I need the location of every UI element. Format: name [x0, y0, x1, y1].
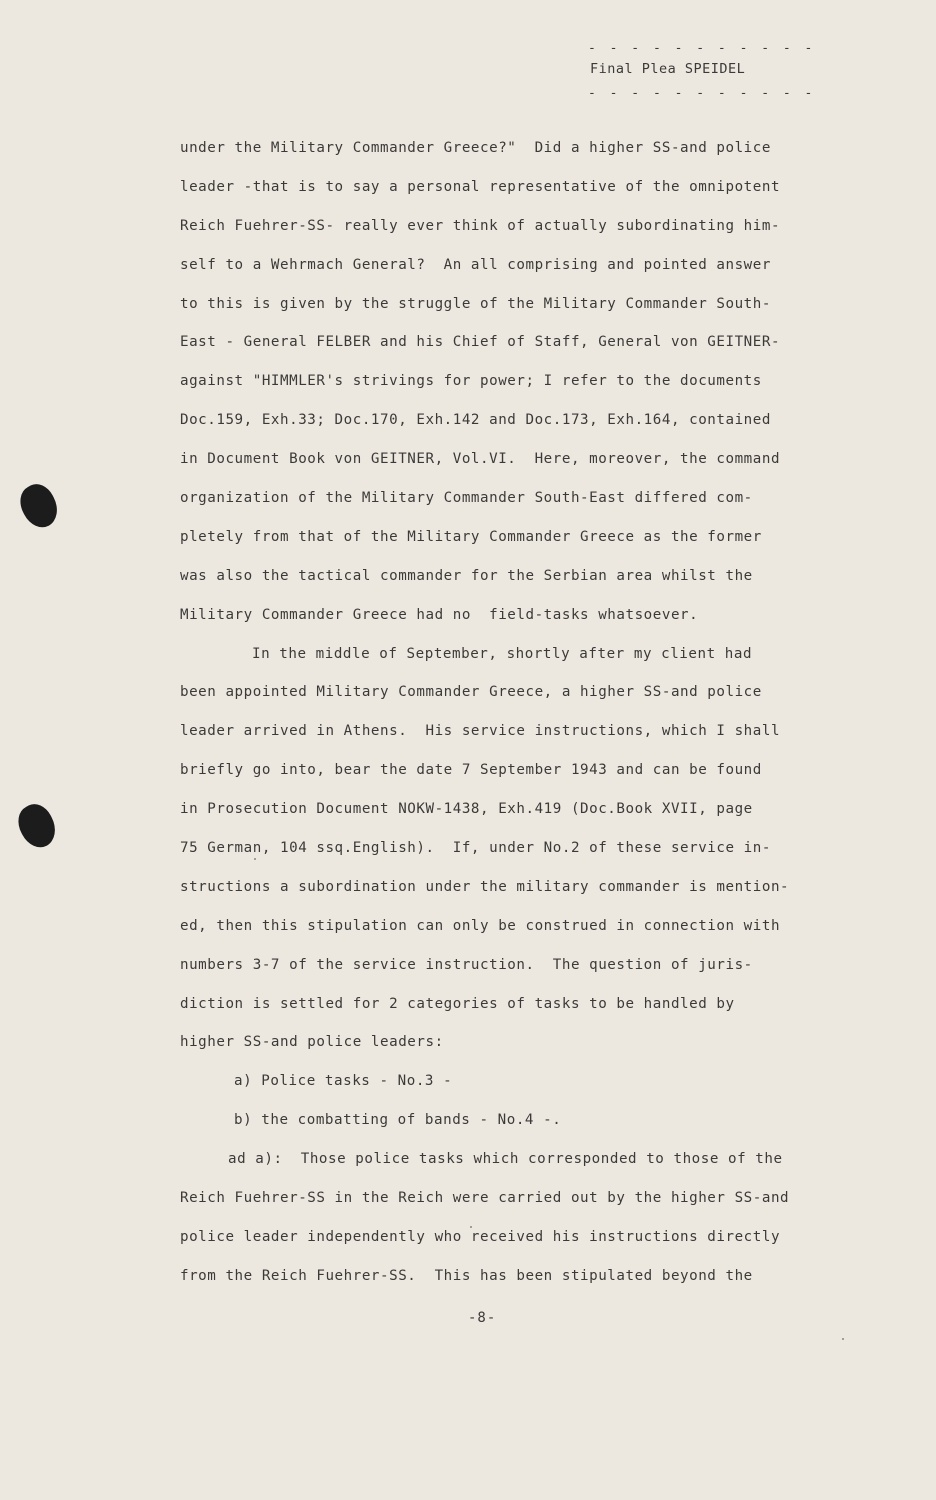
header-rule-bottom: - - - - - - - - - - - — [588, 85, 816, 101]
text-line: diction is settled for 2 categories of tasks to be handled by — [180, 995, 735, 1012]
punch-hole-lower — [12, 799, 63, 854]
text-line: self to a Wehrmach General? An all comprising and pointed answer — [180, 256, 771, 273]
text-line: leader -that is to say a personal representative of the omnipotent — [180, 178, 781, 195]
paper-speckle — [470, 1226, 472, 1228]
text-line: Reich Fuehrer-SS- really ever think of actually subordinating him- — [180, 217, 781, 234]
text-line: organization of the Military Commander South-East differed com- — [180, 490, 753, 507]
page-number: -8- — [468, 1310, 497, 1326]
text-line: from the Reich Fuehrer-SS. This has been stipulated beyond the — [180, 1267, 753, 1284]
text-line: Doc.159, Exh.33; Doc.170, Exh.142 and Doc.173, Exh.164, contained — [180, 412, 771, 429]
paper-speckle — [842, 1338, 844, 1340]
text-line: in Document Book von GEITNER, Vol.VI. Here, moreover, the command — [180, 451, 781, 468]
paragraph-start-line: In the middle of September, shortly after my client had — [252, 645, 753, 662]
text-line: leader arrived in Athens. His service instructions, which I shall — [180, 723, 781, 740]
list-item-a: a) Police tasks - No.3 - — [234, 1073, 453, 1090]
text-line: police leader independently who received his instructions directly — [180, 1228, 781, 1245]
text-line: briefly go into, bear the date 7 September 1943 and can be found — [180, 762, 762, 779]
header-rule-top: - - - - - - - - - - - — [588, 41, 816, 56]
text-line: East - General FELBER and his Chief of Staff, General von GEITNER- — [180, 334, 781, 351]
document-header — [588, 41, 816, 101]
paper-speckle — [254, 858, 256, 860]
text-line: Military Commander Greece had no field-tasks whatsoever. — [180, 606, 699, 623]
text-line: against "HIMMLER's strivings for power; I refer to the documents — [180, 373, 762, 390]
body-text — [180, 137, 850, 1304]
text-line: pletely from that of the Military Commander Greece as the former — [180, 528, 762, 545]
list-item-b: b) the combatting of bands - No.4 -. — [234, 1112, 562, 1129]
text-line: numbers 3-7 of the service instruction. The question of juris- — [180, 956, 753, 973]
punch-hole-upper — [14, 479, 65, 534]
text-line: ed, then this stipulation can only be construed in connection with — [180, 917, 781, 934]
text-line: Reich Fuehrer-SS in the Reich were carried out by the higher SS-and — [180, 1190, 790, 1207]
text-line: been appointed Military Commander Greece, a higher SS-and police — [180, 684, 762, 701]
text-line: structions a subordination under the military commander is mention- — [180, 878, 790, 895]
header-title: Final Plea SPEIDEL — [590, 61, 746, 77]
text-line: was also the tactical commander for the Serbian area whilst the — [180, 567, 753, 584]
text-line: to this is given by the struggle of the Military Commander South- — [180, 295, 771, 312]
text-line: 75 German, 104 ssq.English). If, under No.2 of these service in- — [180, 840, 771, 857]
text-line: in Prosecution Document NOKW-1438, Exh.419 (Doc.Book XVII, page — [180, 801, 753, 818]
text-line: under the Military Commander Greece?" Did a higher SS-and police — [180, 140, 771, 156]
paragraph-start-line: ad a): Those police tasks which corresponded to those of the — [228, 1151, 783, 1168]
text-line: higher SS-and police leaders: — [180, 1034, 444, 1051]
